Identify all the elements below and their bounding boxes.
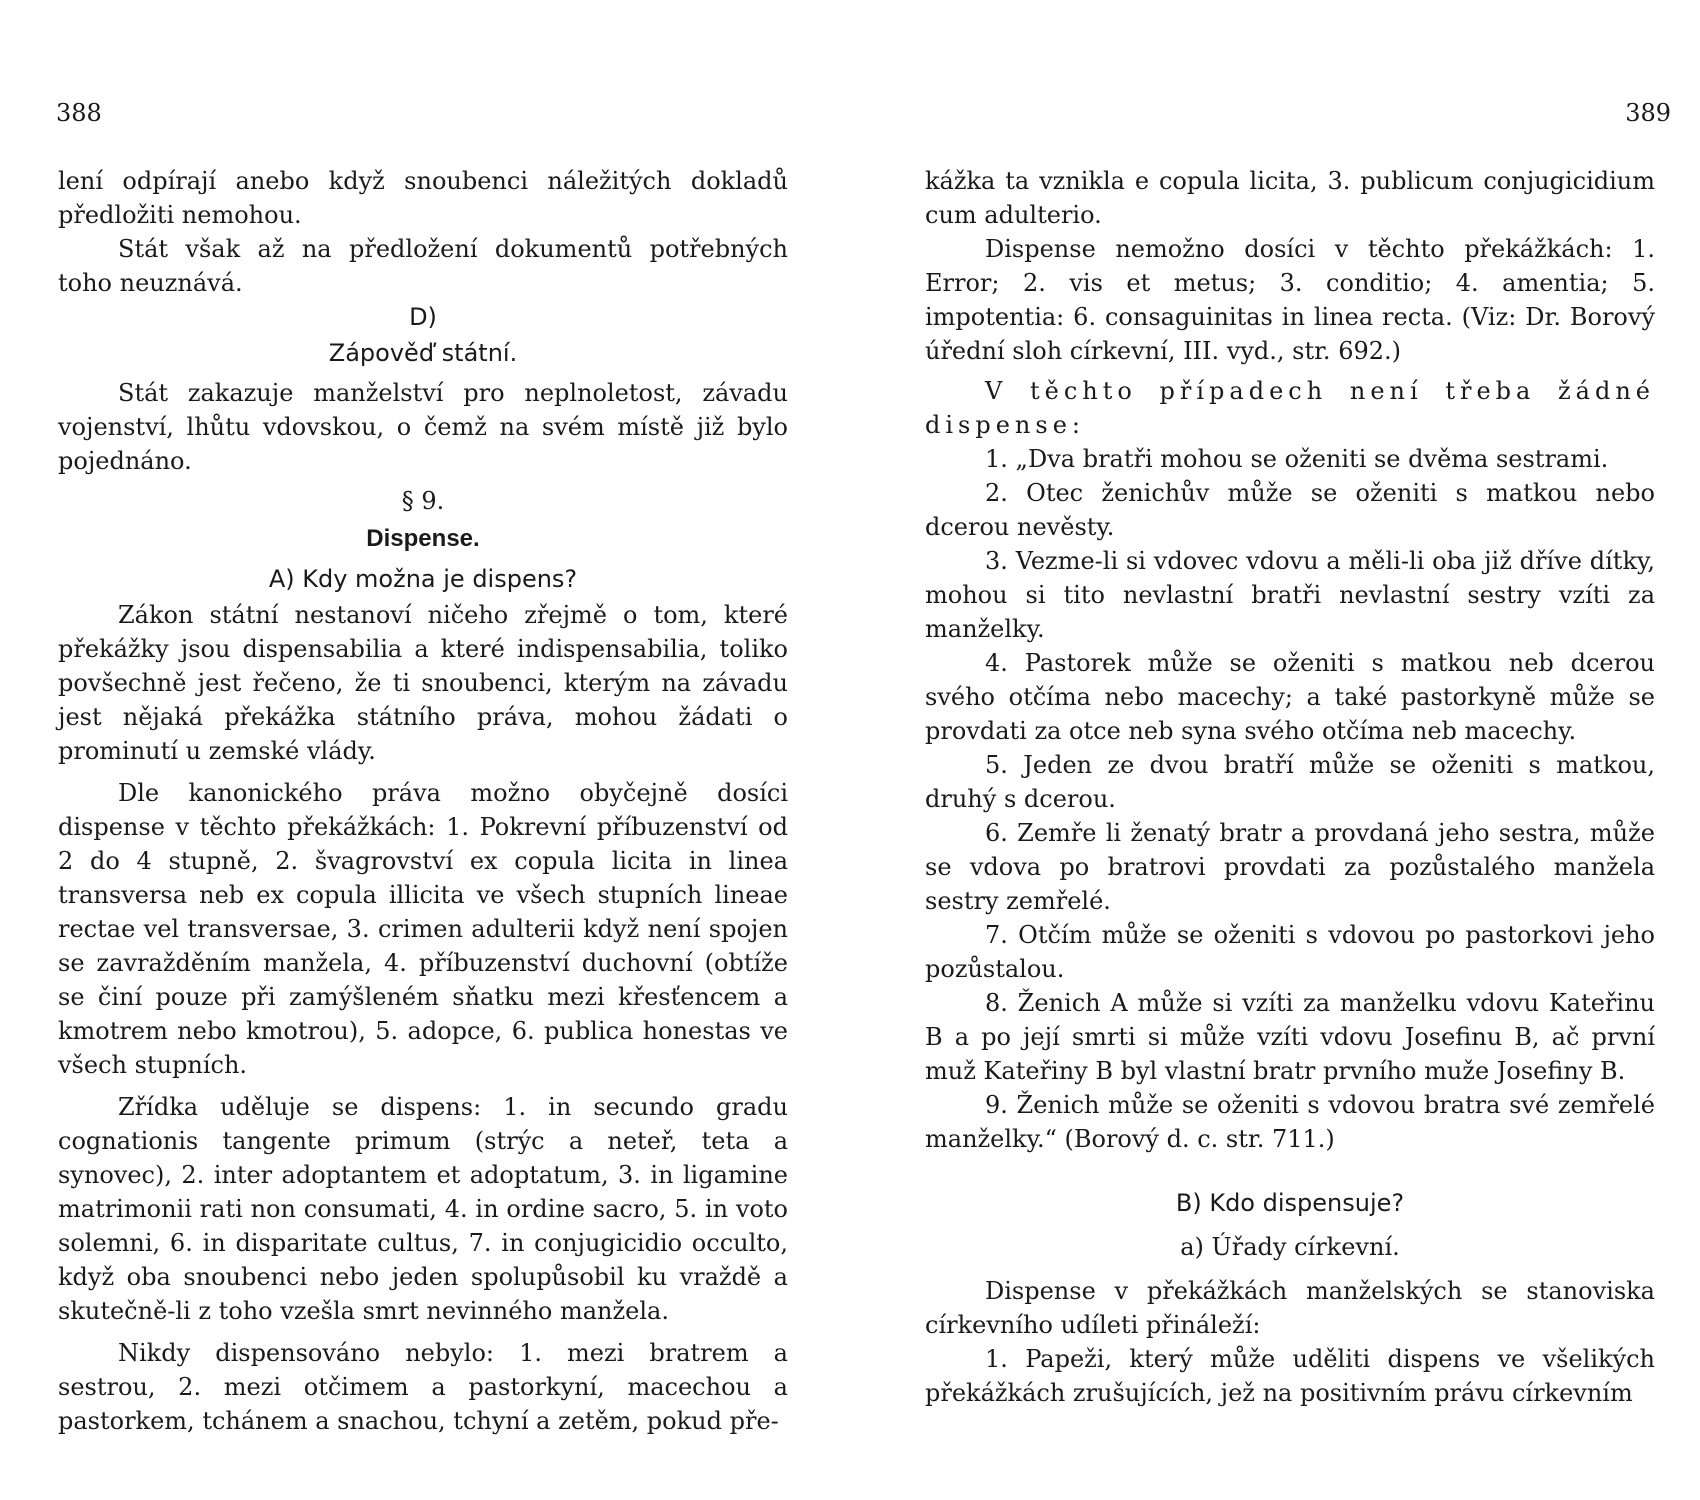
list-item: 8. Ženich A může si vzíti za manželku vdovu Kateřinu B a po její smrti si může vzíti vdovu Josefinu B, ač první muž Kateřiny B byl vlastní bratr prvního muže Josefiny B. [925,989,1655,1085]
section-heading: Zápověď státní. [328,339,518,367]
paragraph: lení odpírají anebo když snoubenci náležitých dokladů předložiti nemohou. [58,167,788,229]
list-item: 5. Jeden ze dvou bratří může se oženiti s matkou, druhý s dcerou. [925,751,1655,813]
paragraph: Nikdy dispensováno nebylo: 1. mezi bratrem a sestrou, 2. mezi otčimem a pastorkyní, macechou a pastorkem, tchánem a snachou, tchyní a zetěm, pokud pře- [58,1339,788,1435]
paragraph: Dispense nemožno dosíci v těchto překážkách: 1. Error; 2. vis et metus; 3. conditio; 4. amentia; 5. impotentia: 6. consaguinitas in linea recta. (Viz: Dr. Borový úřední sloh církevní, III. vyd., str. 692.) [925,235,1655,365]
list-item: 1. „Dva bratři mohou se oženiti se dvěma sestrami. [985,445,1609,473]
paragraph: Zákon státní nestanoví ničeho zřejmě o tom, které překážky jsou dispensabilia a které indispensabilia, toliko povšechně jest řečeno, že ti snoubenci, kterým na závadu jest nějaká překážka státního práva, mohou žádati o prominutí u zemské vlády. [58,601,788,765]
paragraph: V těchto případech není třeba žádné dispense: [925,377,1655,439]
list-item: 4. Pastorek může se oženiti s matkou neb dcerou svého otčíma nebo macechy; a také pastorkyně může se provdati za otce neb syna svého otčíma neb macechy. [925,649,1655,745]
subsection-subheading: a) Úřady církevní. [1180,1233,1400,1261]
page-body [58,164,788,1438]
subsection-heading: A) Kdy možna je dispens? [268,565,578,593]
list-item: 2. Otec ženichův může se oženiti s matkou nebo dcerou nevěsty. [925,479,1655,541]
page-number: 388 [56,99,102,127]
paragraph: Zřídka uděluje se dispens: 1. in secundo gradu cognationis tangente primum (strýc a neteř, teta a synovec), 2. inter adoptantem et adoptatum, 3. in ligamine matrimonii rati non consumati, 4. in ordine sacro, 5. in voto solemni, 6. in disparitate cultus, 7. in conjugicidio occulto, když oba snoubenci nebo jeden spolupůsobil ku vraždě a skutečně-li z toho vzešla smrt nevinného manžela. [58,1093,788,1325]
subsection-heading: B) Kdo dispensuje? [1175,1189,1405,1217]
right-page [925,0,1671,1500]
section-number: § 9. [401,487,445,515]
paragraph: Stát zakazuje manželství pro neplnoletost, závadu vojenství, lhůtu vdovskou, o čemž na svém místě již bylo pojednáno. [58,379,788,475]
page-number: 389 [1625,99,1671,127]
section-letter: D) [409,303,437,331]
list-item: 9. Ženich může se oženiti s vdovou bratra své zemřelé manželky.“ (Borový d. c. str. 711.) [925,1091,1655,1153]
list-item: 1. Papeži, který může uděliti dispens ve všelikých překážkách zrušujících, jež na positivním právu církevním [925,1345,1655,1407]
list-item: 7. Otčím může se oženiti s vdovou po pastorkovi jeho pozůstalou. [925,921,1655,983]
list-item: 3. Vezme-li si vdovec vdovu a měli-li oba již dříve dítky, mohou si tito nevlastní bratři nevlastní sestry vzíti za manželky. [925,547,1655,643]
page-body [925,164,1655,1410]
paragraph: Dispense v překážkách manželských se stanoviska církevního udíleti přináleží: [925,1277,1655,1339]
paragraph: Dle kanonického práva možno obyčejně dosíci dispense v těchto překážkách: 1. Pokrevní příbuzenství od 2 do 4 stupně, 2. švagrovství ex copula licita in linea transversa neb ex copula illicita ve všech stupních lineae rectae vel transversae, 3. crimen adulterii když není spojen se zavražděním manžela, 4. příbuzenství duchovní (obtíže se činí pouze při zamýšleném sňatku mezi křesťencem a kmotrem nebo kmotrou), 5. adopce, 6. publica honestas ve všech stupních. [58,779,788,1079]
left-page [58,0,788,1500]
chapter-heading: Dispense. [366,525,480,552]
list-item: 6. Zemře li ženatý bratr a provdaná jeho sestra, může se vdova po bratrovi provdati za pozůstalého manžela sestry zemřelé. [925,819,1655,915]
paragraph: Stát však až na předložení dokumentů potřebných toho neuznává. [58,235,788,297]
paragraph: kážka ta vznikla e copula licita, 3. publicum conjugicidium cum adulterio. [925,167,1655,229]
